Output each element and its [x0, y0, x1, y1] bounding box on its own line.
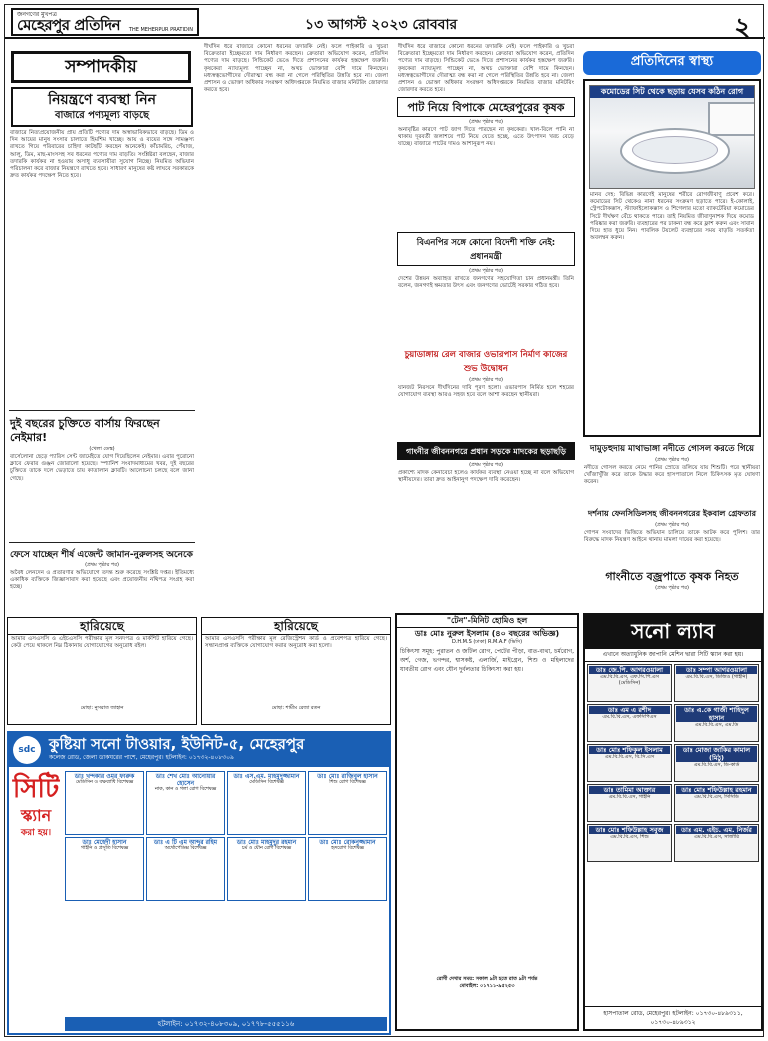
newspaper-page [4, 4, 764, 1037]
sono-doctor-detail: এম.বি.বি.এস, সিসিডি [694, 794, 739, 800]
river-headline: দামুড়হুদায় মাথাভাঙ্গা নদীতে গোসল করতে গিয়ে [590, 444, 754, 454]
toilet-tank-shape [708, 102, 755, 136]
lost-notice-1 [7, 617, 197, 725]
jute-byline: (প্রথম পৃষ্ঠার পর) [469, 119, 503, 125]
tower-doctor-card [146, 771, 225, 835]
sono-doctor-name: ডাঃ তামিমা আক্তার [589, 786, 670, 794]
tower-doctor-detail: নাক, কান ও গলা রোগ বিশেষজ্ঞ [154, 787, 217, 792]
neymar-headline: দুই বছরের চুক্তিতে বার্সায় ফিরছেন নেইমার! [10, 417, 160, 444]
overpass-byline: (প্রথম পৃষ্ঠার পর) [469, 377, 503, 383]
health-photo-caption: কমোডের সিট থেকে ছড়ায় যেসব কঠিন রোগ [590, 86, 754, 98]
sono-doctor-name: ডাঃ মোঃ শফিউল্লাহ রহমান [676, 786, 757, 794]
city-scan-callout [11, 773, 61, 1031]
tower-doctor-name: ডাঃ শেখ মোঃ আনোয়ার হোসেন [155, 773, 216, 787]
masthead [5, 5, 765, 43]
sono-doctor-card [674, 744, 759, 782]
tower-doctor-detail: অর্থোপেডিক্স বিশেষজ্ঞ [164, 846, 207, 851]
sono-doctor-name: ডাঃ এ.কে গাজী শাহিদুল হাসান [676, 706, 757, 722]
sdc-logo: sdc [13, 736, 41, 764]
city-scan-big: সিটি [12, 774, 60, 804]
tower-doctor-detail: চর্ম ও যৌন রোগ বিশেষজ্ঞ [242, 846, 291, 851]
sono-doctor-detail: এম.বি.বি.এস, বি.সি.এস [604, 754, 655, 760]
continued-body: দীর্ঘদিন ধরে বাজারে কোনো ধরনের তদারকি নেই। ফলে পাইকারি ও খুচরা বিক্রেতারা ইচ্ছেমতো দাম নির্ধারণ করছেন। ক্রেতারা অভিযোগ করেন, প্রতিদিন পণ্যের দাম বাড়ছে। সিন্ডিকেট ভেঙে দিতে প্রশাসনের কার্যকর হস্তক্ষেপ জরুরি। কৃষকেরা ন্যায্যমূল্য পাচ্ছেন না, অথচ ভোক্তারা বেশি দামে কিনছেন। মধ্যস্বত্বভোগীদের দৌরাত্ম্য বন্ধ করা না গেলে পরিস্থিতির উন্নতি হবে না। জেলা প্রশাসন ও ভোক্তা অধিকার সংরক্ষণ অধিদপ্তরকে নিয়মিত বাজার মনিটরিং জোরদার করতে হবে। [204, 44, 388, 94]
tower-ad-subtitle: কলেজ রোড, জেলা ডাকঘরের পাশে, মেহেরপুর। হটলাইন: ০১৭৩২-৪০৮৩০৯ [49, 754, 234, 761]
tower-doctor-detail: হৃদরোগ বিশেষজ্ঞ [331, 846, 364, 851]
paper-tagline: জনগণের মুখপত্র [17, 11, 57, 18]
sono-doctor-detail: এম.বি.বি.এস, গাইনি [608, 794, 651, 800]
sono-lab-title: সনো ল্যাব [585, 615, 761, 649]
bottom-section [7, 617, 763, 1037]
jaman-body: অবৈধ লেনদেন ও প্রতারণার অভিযোগে তদন্ত শুরু করেছে সংশ্লিষ্ট দপ্তর। ইতিমধ্যে একাধিক ব্যক্তিকে জিজ্ঞাসাবাদ করা হয়েছে এবং প্রয়োজনীয় নথিপত্র সংগ্রহ করা হচ্ছে। [10, 570, 194, 591]
homeo-body: চিকিৎসা সমূহ: পুরাতন ও জটিল রোগ, পেটের পীড়া, বাত-ব্যথা, চর্মরোগ, অর্শ, গেজ, ভগন্দর, শ্বাসকষ্ট, এলার্জি, মাইগ্রেন, শিশু ও মহিলাদের যাবতীয় রোগ এবং যৌন দুর্বলতার চিকিৎসা করা হয়। [400, 648, 574, 673]
sono-doctor-detail: এম.বি.বি.এস, সার্জারি [694, 834, 739, 840]
tower-hotline: হটলাইন: ০১৭৩২-৪০৮৩০৯, ০১৭৭৮-৫৫৫১১৬ [65, 1017, 387, 1031]
paper-name-english: THE MEHERPUR PRATIDIN [128, 27, 193, 33]
col3-top-body: দীর্ঘদিন ধরে বাজারে কোনো ধরনের তদারকি নেই। ফলে পাইকারি ও খুচরা বিক্রেতারা ইচ্ছেমতো দাম নির্ধারণ করছেন। ক্রেতারা অভিযোগ করেন, প্রতিদিন পণ্যের দাম বাড়ছে। সিন্ডিকেট ভেঙে দিতে প্রশাসনের কার্যকর হস্তক্ষেপ জরুরি। কৃষকেরা ন্যায্যমূল্য পাচ্ছেন না, অথচ ভোক্তারা বেশি দামে কিনছেন। মধ্যস্বত্বভোগীদের দৌরাত্ম্য বন্ধ করা না গেলে পরিস্থিতির উন্নতি হবে না। জেলা প্রশাসন ও ভোক্তা অধিকার সংরক্ষণ অধিদপ্তরকে নিয়মিত বাজার মনিটরিং জোরদার করতে হবে। [398, 44, 574, 94]
neymar-body: বার্সেলোনা ছেড়ে প্যারিস সেন্ট জার্মেইতে যোগ দিয়েছিলেন নেইমার। এবার পুরোনো ক্লাবে ফেরার গুঞ্জন জোরালো হয়েছে। স্প্যানিশ সংবাদমাধ্যমের খবর, দুই বছরের চুক্তিতে তাকে দলে ভেড়াতে চায় কাতালান ক্লাবটি। আলোচনা চলছে বলে জানা গেছে। [10, 454, 194, 482]
health-box [583, 79, 761, 437]
city-scan-mid: স্ক্যান [20, 806, 52, 825]
homeo-ad [395, 613, 579, 1031]
sono-doctor-card [587, 744, 672, 782]
sono-doctor-name: ডাঃ মোঃ শফিকুল ইসলাম [589, 746, 670, 754]
drug-body: প্রকাশ্যে মাদক কেনাবেচা হলেও কার্যকর ব্যবস্থা নেওয়া হচ্ছে না বলে অভিযোগ স্থানীয়দের। তারা দ্রুত আইনানুগ পদক্ষেপ দাবি করেছেন। [398, 470, 574, 484]
issue-date: ১৩ আগস্ট ২০২৩ রোববার [305, 17, 458, 33]
sono-doctor-card [674, 704, 759, 742]
lightning-byline: (প্রথম পৃষ্ঠার পর) [655, 585, 689, 591]
sono-lab-subtitle: এখানে অত্যাধুনিক জাপানি মেশিন দ্বারা সিটি স্ক্যান করা হয়। [585, 649, 761, 662]
editorial-headline: নিয়ন্ত্রণে ব্যবস্থা নিন [48, 92, 156, 108]
sono-doctor-detail: এম.বি.বি.এস, এফ.সি.পি.এস (মেডিসিন) [600, 674, 659, 686]
tower-ad-header [9, 733, 389, 767]
lost-notice-2-body: আমার এসএসসি পরীক্ষার মূল রেজিস্ট্রেশন কার্ড ও প্রবেশপত্র হারিয়ে গেছে। সন্ধানপ্রাপ্ত ব্যক্তিকে যোগাযোগ করার অনুরোধ করা হলো। [205, 636, 387, 650]
tower-doctor-name: ডাঃ এস.এম. মাহমুদুজ্জামান [233, 773, 300, 780]
sono-doctor-name: ডাঃ সম্পা আগরওয়ালা [676, 666, 757, 674]
bnp-body: দেশের উন্নয়ন অব্যাহত রাখতে জনগণের সহযোগিতা চান প্রধানমন্ত্রী। তিনি বলেন, জনগণই ক্ষমতার উৎস এবং জনগণের ভোটেই সরকার গঠিত হবে। [398, 276, 574, 290]
drug-headline: গাংনীর জীবননগরে প্রধান সড়কে মাদকের ছড়াছড়ি [397, 442, 575, 460]
tower-doctor-card [146, 837, 225, 901]
bnp-byline: (প্রথম পৃষ্ঠার পর) [469, 268, 503, 274]
overpass-headline: চুয়াডাঙ্গায় রেল বাজার ওভারপাস নির্মাণ কাজের শুভ উদ্বোধন [404, 350, 568, 374]
editorial-subhead: বাজারে পণ্যমূল্য বাড়ছে [54, 110, 150, 121]
sono-doctor-name: ডাঃ জে.পি. আগরওয়ালা [589, 666, 670, 674]
sono-doctor-name: ডাঃ মোজা জাকির কামাল (মিঠু) [676, 746, 757, 762]
jute-headline: পাট নিয়ে বিপাকে মেহেরপুরের কৃষক [397, 97, 575, 117]
river-byline: (প্রথম পৃষ্ঠার পর) [655, 457, 689, 463]
lost-notice-2 [201, 617, 391, 725]
tower-doctor-card [65, 837, 144, 901]
tower-doctor-detail: মেডিসিন বিশেষজ্ঞ [249, 780, 284, 785]
sono-doctor-detail: এম.বি.বি.এস, ডি-কার্ড [693, 762, 740, 768]
tower-doctor-detail: গাইনি ও প্রসূতি বিশেষজ্ঞ [80, 846, 129, 851]
tower-ad-title: কুষ্টিয়া সনো টাওয়ার, ইউনিট-৫, মেহেরপুর [49, 735, 305, 753]
paper-logo [11, 8, 199, 36]
arrest-headline: দর্শনায় ফেনসিডিলসহ জীবননগরের ইকবাল গ্রেফতার [588, 509, 756, 518]
arrest-body: গোপন সংবাদের ভিত্তিতে অভিযান চালিয়ে তাকে আটক করে পুলিশ। তার বিরুদ্ধে মাদক নিয়ন্ত্রণ আইনে থানায় মামলা দায়ের করা হয়েছে। [584, 530, 760, 544]
toilet-photo [589, 85, 755, 189]
jaman-headline: ফেসে যাচ্ছেন শীর্ষ এজেন্ট জামান-নুরুলসহ অনেকে [10, 550, 193, 560]
toilet-seat-shape [632, 136, 718, 164]
sono-doctor-card [587, 704, 672, 742]
editorial-banner: সম্পাদকীয় [11, 51, 191, 83]
homeo-contact: মোবাইল: ০১৭১১-৯৫২৫৩ [459, 983, 515, 989]
tower-doctor-name: ডাঃ মোঃ মাহমুদুর রহমান [236, 839, 297, 846]
sono-doctor-detail: এম.বি.বি.এস, এম.ডি [694, 722, 739, 728]
page-number: ২ [734, 13, 751, 43]
lost-notice-1-title: হারিয়েছে [8, 618, 196, 635]
tower-doctor-card [308, 837, 387, 901]
homeo-hours: রোগী দেখার সময়: সকাল ৯টা হতে রাত ৯টা পর্যন্ত [436, 976, 538, 982]
sono-doctor-name: ডাঃ এম এ রশীদ [589, 706, 670, 714]
tower-doctor-name: ডাঃ এ টি এম আব্দুর রহিম [153, 839, 218, 846]
sono-lab-doctor-grid [585, 662, 761, 864]
sono-doctor-detail: এম.বি.বি.এস, ডিজিও (গাইনি) [685, 674, 748, 680]
tower-doctor-card [227, 837, 306, 901]
sono-doctor-card [587, 784, 672, 822]
overpass-body: যানজট নিরসনে দীর্ঘদিনের দাবি পূরণ হলো। ওভারপাস নির্মিত হলে শহরের যোগাযোগ ব্যবস্থা আরও সহজ হবে বলে আশা করছেন স্থানীয়রা। [398, 385, 574, 399]
lost-notice-2-name: মোছা: শামীম রেজা রতন [271, 705, 321, 711]
divider [9, 542, 195, 543]
river-body: নদীতে গোসল করতে নেমে পানির স্রোতে তলিয়ে যায় শিশুটি। পরে স্থানীয়রা খোঁজাখুঁজি করে তাকে উদ্ধার করে হাসপাতালে নিলে চিকিৎসক মৃত ঘোষণা করেন। [584, 465, 760, 486]
editorial-headline-box [11, 87, 193, 127]
column-4 [581, 43, 763, 613]
editorial-body: বাজারে নিত্যপ্রয়োজনীয় প্রায় প্রতিটি পণ্যের দাম অস্বাভাবিকভাবে বাড়ছে। ডিম ও দিন আয়ের মানুষ সংসার চালাতে হিমশিম খাচ্ছে। আয় ও ব্যয়ের সঙ্গে সামঞ্জস্য রাখতে গিয়ে পরিবারের চাহিদা কাটছাঁট করছেন অনেকেই। কাঁচামরিচ, পেঁয়াজ, আলু, ডিম, মাছ-মাংসসহ সব ধরনের পণ্যের দাম বাড়তি। সংশ্লিষ্টরা বলছেন, বাজার তদারকি কার্যকর না হওয়ায় অসাধু ব্যবসায়ীরা সুযোগ নিচ্ছে। নিয়মিত অভিযান পরিচালনা করে বাজার নিয়ন্ত্রণে রাখতে হবে। সাধারণ মানুষের কষ্ট লাঘবে সরকারকে দ্রুত কার্যকর পদক্ষেপ নিতে হবে। [10, 130, 194, 180]
health-body: মানব দেহ: বিভিন্ন কারণেই মানুষের শরীরে রোগজীবাণু প্রবেশ করে। কমোডের সিট থেকেও নানা ধরনের সংক্রমণ ছড়াতে পারে। ই-কোলাই, স্ট্রেপটোকক্কাস, স্ট্যাফাইলোকক্কাস ও শিগেলার মতো ব্যাকটেরিয়া কমোডের সিটে দীর্ঘক্ষণ বেঁচে থাকতে পারে। তাই নিয়মিত জীবাণুনাশক দিয়ে কমোড পরিষ্কার করা জরুরি। ব্যবহারের পর ঢাকনা বন্ধ করে ফ্লাশ করুন এবং সাবান দিয়ে হাত ধুয়ে নিন। পাবলিক টয়লেট ব্যবহারের সময় বাড়তি সতর্কতা অবলম্বন করুন। [590, 192, 754, 242]
tower-doctor-card [227, 771, 306, 835]
sono-doctor-card [587, 664, 672, 702]
homeo-title: "টেন"-মিনিট হোমিও হল [397, 615, 577, 628]
jaman-byline: (প্রথম পৃষ্ঠার পর) [85, 562, 119, 568]
tower-doctor-detail: মেডিসিন ও বক্ষব্যাধি বিশেষজ্ঞ [75, 780, 134, 785]
homeo-degree: D.H.M.S (ঢাকা) R.M.A.F (ভিসি) [451, 639, 523, 645]
drug-byline: (প্রথম পৃষ্ঠার পর) [469, 462, 503, 468]
homeo-doctor: ডাঃ মোঃ নুরুল ইসলাম (৪০ বছরের অভিজ্ঞ) [414, 629, 560, 638]
tower-doctor-name: ডাঃ খন্দকার ওমর ফারুক [74, 773, 135, 780]
bnp-headline: বিএনপির সঙ্গে কোনো বিদেশী শক্তি নেই: প্রধানমন্ত্রী [397, 232, 575, 266]
tower-doctor-name: ডাঃ মেহেদী হাসান [82, 839, 127, 846]
sono-doctor-card [587, 824, 672, 862]
lost-notice-1-name: মোছা: নুসরাত জাহান [80, 705, 124, 711]
column-3 [395, 43, 577, 613]
sono-doctor-card [674, 824, 759, 862]
tower-doctor-card [65, 771, 144, 835]
column-2 [201, 43, 391, 613]
health-section-header: প্রতিদিনের স্বাস্থ্য [583, 51, 761, 75]
sono-doctor-card [674, 784, 759, 822]
divider [9, 410, 195, 411]
sono-doctor-name: ডাঃ মোঃ শফিউল্লাহ সবুজ [589, 826, 670, 834]
jute-body: অনাবৃষ্টির কারণে পাট জাগ দিতে পারছেন না কৃষকেরা। খাল-বিলে পানি না থাকায় দূরবর্তী জলাশয়ে পাট নিয়ে যেতে হচ্ছে, এতে উৎপাদন খরচ বেড়ে যাচ্ছে। বাজারে পাটের দামও আশানুরূপ নয়। [398, 127, 574, 148]
sono-doctor-detail: এম.বি.বি.এস, এফসিপিএস [602, 714, 657, 720]
tower-doctor-detail: শিশু রোগ বিশেষজ্ঞ [329, 780, 366, 785]
sono-doctor-name: ডাঃ এম. এইচ. এম. নির্জর [676, 826, 757, 834]
tower-doctor-name: ডাঃ মোঃ রাজিবুল হাসান [317, 773, 378, 780]
sono-doctor-detail: এম.বি.বি.এস, শিশু [610, 834, 649, 840]
paper-name: মেহেরপুর প্রতিদিন [17, 16, 121, 34]
city-scan-small: করা হয়। [20, 828, 52, 838]
tower-doctor-name: ডাঃ মোঃ রোকনুজ্জামান [319, 839, 376, 846]
lost-notice-2-title: হারিয়েছে [202, 618, 390, 635]
lost-notice-1-body: আমার এসএসসি ও এইচএসসি পরীক্ষার মূল সনদপত্র ও মার্কশিট হারিয়ে গেছে। কেউ পেয়ে থাকলে নিম্ন ঠিকানায় যোগাযোগের অনুরোধ রইল। [11, 636, 193, 650]
arrest-byline: (প্রথম পৃষ্ঠার পর) [655, 522, 689, 528]
lightning-headline: গাংনীতে বজ্রপাতে কৃষক নিহত [605, 570, 739, 583]
neymar-byline: (খেলা ডেস্ক) [89, 446, 115, 452]
column-1 [7, 43, 197, 613]
tower-doctor-card [308, 771, 387, 835]
sono-tower-ad [7, 731, 391, 1035]
sono-doctor-card [674, 664, 759, 702]
tower-doctor-grid [65, 771, 387, 901]
sono-lab-ad [583, 613, 763, 1031]
sono-lab-address: হাসপাতাল রোড, মেহেরপুর। হটলাইন: ০১৭৩০-৪৮৯৩১১, ০১৭৩০-৪৮৯৩১২ [585, 1006, 761, 1029]
